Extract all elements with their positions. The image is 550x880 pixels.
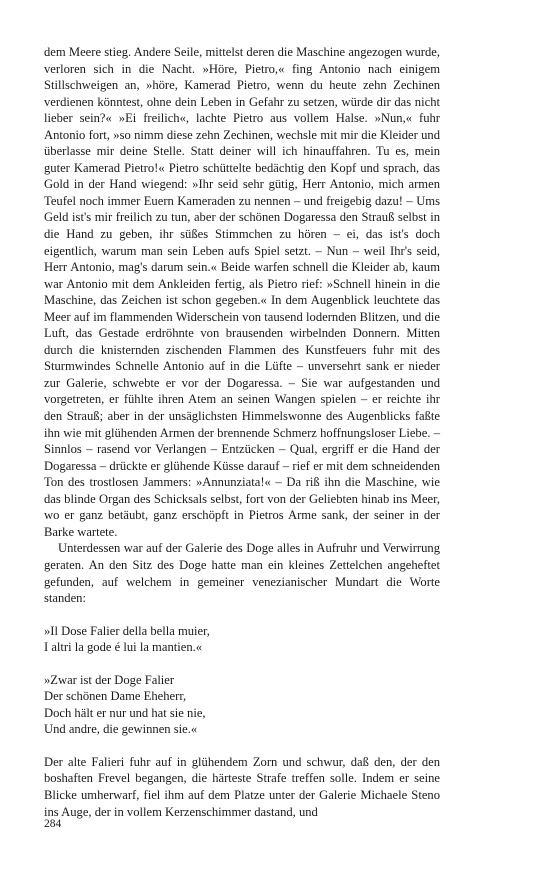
page-body xyxy=(44,44,440,820)
verse-line: Und andre, die gewinnen sie.« xyxy=(44,722,198,737)
paragraph-2: Unterdessen war auf der Galerie des Doge alles in Aufruhr und Verwirrung geraten. An den Sitz des Doge hatte man ein kleines Zettelchen angeheftet gefunden, auf welchem in gemeiner venezianischer Mundart die Worte standen: xyxy=(44,541,440,606)
page-number: 284 xyxy=(44,818,62,830)
verse-line: Der schönen Dame Eheherr, xyxy=(44,689,187,704)
verse-line: I altri la gode é lui la mantien.« xyxy=(44,640,203,655)
verse-line: »Zwar ist der Doge Falier xyxy=(44,672,175,687)
verse-line: Doch hält er nur und hat sie nie, xyxy=(44,705,206,720)
paragraph-1: dem Meere stieg. Andere Seile, mittelst deren die Maschine angezogen wurde, verloren sich in die Nacht. »Höre, Pietro,« fing Antonio nach einigem Stillschweigen an, »höre, Kamerad Pietro, wenn du heute zehn Zechinen verdienen könntest, ohne dein Leben in Gefahr zu setzen, würde dir das nicht lieber sein?« »Ei freilich«, lachte Pietro aus vollem Halse. »Nun,« fuhr Antonio fort, »so nimm diese zehn Zechinen, wechsle mit mir die Kleider und überlasse mir deine Stelle. Statt deiner will ich hinauffahren. Tu es, mein guter Kamerad Pietro!« Pietro schüttelte bedächtig den Kopf und sprach, das Gold in der Hand wiegend: »Ihr seid sehr gütig, Herr Antonio, mich armen Teufel noch immer Euern Kameraden zu nennen – und freigebig dazu! – Ums Geld ist's mir freilich zu tun, aber der schönen Dogaressa den Strauß selbst in die Hand zu geben, ihr süßes Stimmchen zu hören – ei, das ist's doch eigentlich, warum man sein Leben aufs Spiel setzt. – Nun – weil Ihr's seid, Herr Antonio, mag's darum sein.« Beide warfen schnell die Kleider ab, kaum war Antonio mit dem Ankleiden fertig, als Pietro rief: »Schnell hinein in die Maschine, das Zeichen ist schon gegeben.« In dem Augenblick leuchtete das Meer auf im flammenden Widerschein von tausend lodernden Blitzen, und die Luft, das Gestade erdröhnte von brausenden wirbelnden Donnern. Mitten durch die knisternden zischenden Flammen des Kunstfeuers fuhr mit des Sturmwindes Schnelle Antonio auf in die Lüfte – unversehrt sank er nieder zur Galerie, schwebte er vor der Dogaressa. – Sie war aufgestanden und vorgetreten, er fühlte ihren Atem an seinen Wangen spielen – er reichte ihr den Strauß; aber in der unsäglichsten Himmelswonne des Augenblicks faßte ihn wie mit glühenden Armen der brennende Schmerz hoffnungsloser Liebe. – Sinnlos – rasend vor Verlangen – Entzücken – Qual, ergriff er die Hand der Dogaressa – drückte er glühende Küsse darauf – rief er mit dem schneidenden Ton des trostlosen Jammers: »Annunziata!« – Da riß ihn die Maschine, wie das blinde Organ des Schicksals selbst, fort von der Geliebten hinab ins Meer, wo er ganz betäubt, ganz erschöpft in Pietros Arme sank, der seiner in der Barke wartete. xyxy=(44,45,440,539)
verse-line: »Il Dose Falier della bella muier, xyxy=(44,623,210,638)
verse-german xyxy=(44,672,440,738)
verse-italian xyxy=(44,623,440,656)
paragraph-3: Der alte Falieri fuhr auf in glühendem Zorn und schwur, daß den, der den boshaften Frevel begangen, die härteste Strafe treffen solle. Indem er seine Blicke umherwarf, fiel ihm auf dem Platze unter der Galerie Michaele Steno ins Auge, der in vollem Kerzenschimmer dastand, und xyxy=(44,754,440,819)
